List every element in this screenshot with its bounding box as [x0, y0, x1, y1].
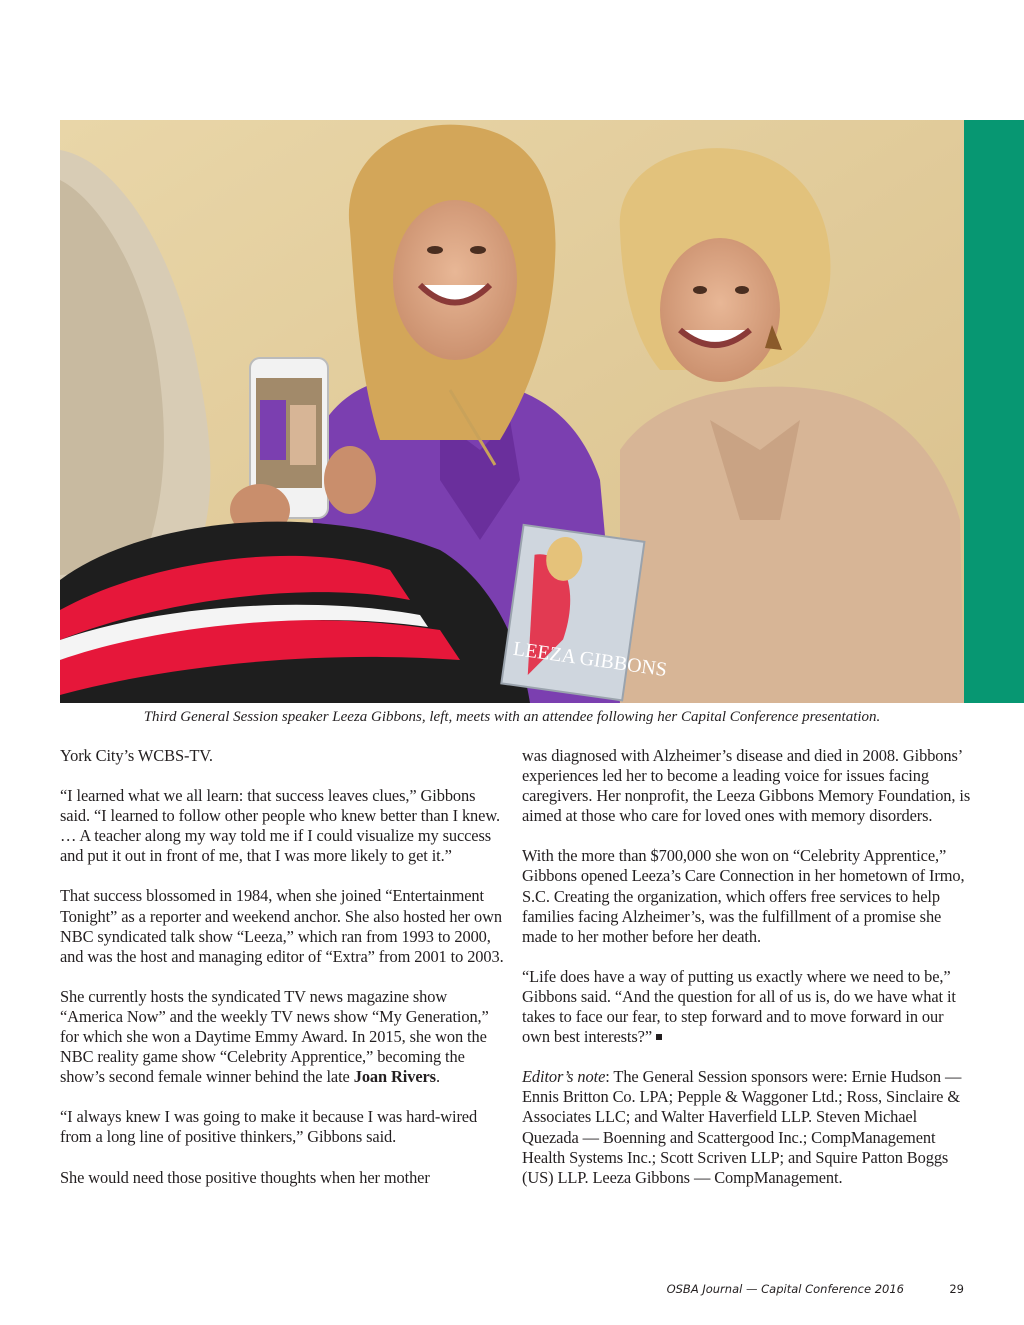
joan-rivers-name: Joan Rivers [353, 1067, 436, 1087]
event-photo [60, 120, 964, 703]
footer-journal-title: OSBA Journal — Capital Conference 2016 [666, 1282, 904, 1296]
paragraph: “I always knew I was going to make it because I was hard-wired from a long line of positive thinkers,” Gibbons said. [60, 1107, 478, 1147]
book-cover-title: LEEZA GIBBONS [511, 637, 669, 682]
paragraph [60, 987, 506, 1087]
editors-note [522, 1067, 972, 1188]
accent-bar [964, 120, 1024, 703]
editors-note-label: Editor’s note [522, 1067, 606, 1087]
paragraph: That success blossomed in 1984, when she joined “Entertainment Tonight” as a reporter and weekend anchor. She also hosted her own NBC syndicated talk show “Leeza,” which ran from 1993 to 2000, and was the host and managing editor of “Extra” from 2001 to 2003. [60, 886, 504, 966]
paragraph: York City’s WCBS-TV. [60, 746, 213, 765]
paragraph-text: She currently hosts the syndicated TV news magazine show “America Now” and the weekly TV news show “My Generation,” for which she won a Daytime Emmy Award. In 2015, she won the NBC reality game show “Celebrity Apprentice,” becoming the show’s second female winner behind the late [60, 986, 489, 1087]
photo-illustration [60, 120, 964, 703]
photo-caption: Third General Session speaker Leeza Gibbons, left, meets with an attendee following her Capital Conference presentation. [143, 709, 881, 725]
editors-note-text: : The General Session sponsors were: Ernie Hudson — Ennis Britton Co. LPA; Pepple & Waggoner Ltd.; Ross, Sinclaire & Associates LLC; and Walter Haverfield LLP. Steven Michael Quezada — Boenning and Scattergood Inc.; CompManagement Health Systems Inc.; Scott Scriven LLP; and Squire Patton Boggs (US) LLP. Leeza Gibbons — CompManagement. [522, 1067, 962, 1187]
paragraph: “I learned what we all learn: that success leaves clues,” Gibbons said. “I learned to follow other people who knew better than I knew. … A teacher along my way told me if I could visualize my success and put it out in front of me, that I was more likely to get it.” [60, 786, 500, 866]
paragraph-text: . [435, 1067, 440, 1087]
right-column [522, 746, 972, 1188]
paragraph: With the more than $700,000 she won on “Celebrity Apprentice,” Gibbons opened Leeza’s Care Connection in her hometown of Irmo, S.C. Creating the organization, which offers free services to help families facing Alzheimer’s, was the fulfillment of a promise she made to her mother before her death. [522, 846, 965, 946]
end-of-article-square-icon [656, 1034, 662, 1040]
paragraph: She would need those positive thoughts when her mother [60, 1167, 430, 1187]
paragraph-text: “Life does have a way of putting us exactly where we need to be,” Gibbons said. “And the question for all of us is, do we have what it takes to face our fear, to step forward and to move forward in our own best interests?” [522, 966, 956, 1047]
paragraph [522, 967, 972, 1047]
left-column [60, 746, 506, 1188]
page-number: 29 [949, 1282, 964, 1296]
paragraph: was diagnosed with Alzheimer’s disease and died in 2008. Gibbons’ experiences led her to become a leading voice for issues facing caregivers. Her nonprofit, the Leeza Gibbons Memory Foundation, is aimed at those who care for loved ones with memory disorders. [522, 746, 971, 826]
